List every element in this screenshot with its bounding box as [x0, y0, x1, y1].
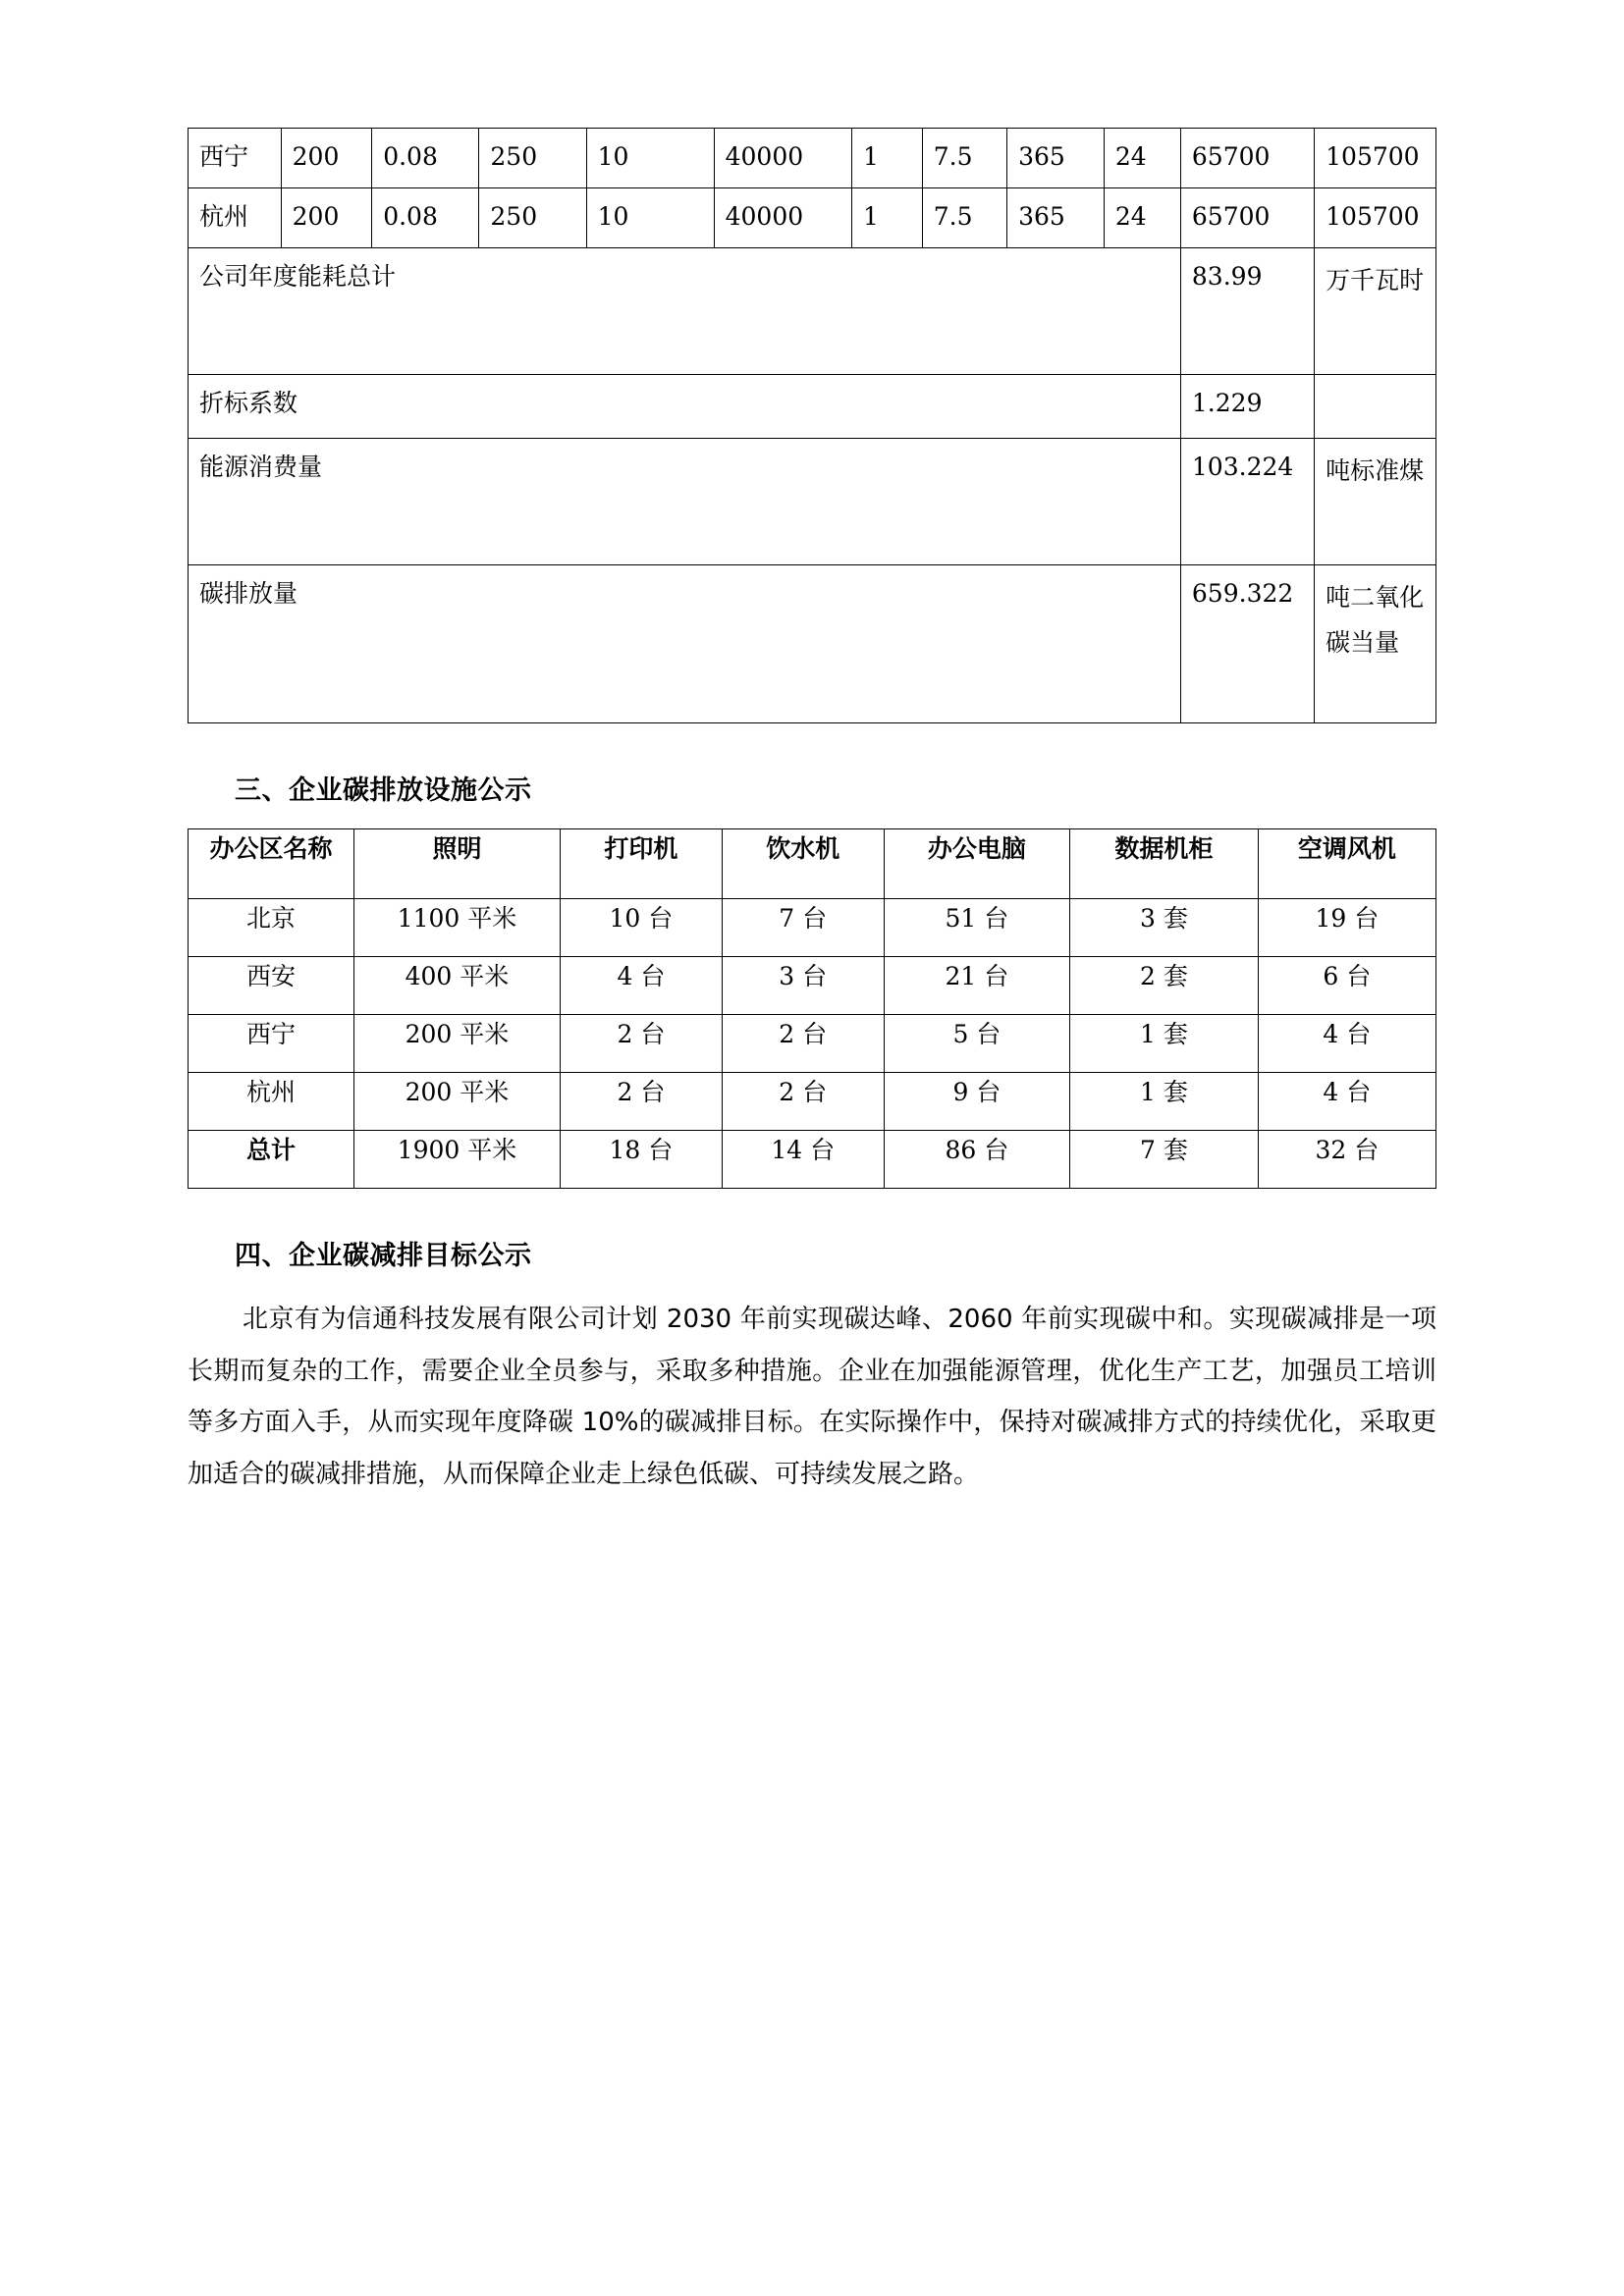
- cell-office-name: 杭州: [189, 1073, 354, 1131]
- table-row: [189, 957, 1436, 1015]
- table-row: [189, 899, 1436, 957]
- cell-water-dispenser: 14 台: [722, 1131, 884, 1189]
- cell-daily-hours: 7.5: [922, 129, 1006, 188]
- cell-office-computer: 51 台: [884, 899, 1070, 957]
- cell-unit-power: 0.08: [372, 188, 479, 248]
- cell-hours: 24: [1104, 188, 1180, 248]
- table-row: [189, 1015, 1436, 1073]
- cell-unit-power: 0.08: [372, 129, 479, 188]
- cell-factor: 1: [852, 188, 923, 248]
- cell-area: 200: [281, 129, 372, 188]
- cell-water-dispenser: 7 台: [722, 899, 884, 957]
- cell-daily-hours: 7.5: [922, 188, 1006, 248]
- header-water-dispenser: 饮水机: [722, 829, 884, 899]
- cell-lighting: 200 平米: [353, 1015, 560, 1073]
- summary-label: 能源消费量: [189, 439, 1181, 565]
- cell-data-cabinet: 7 套: [1070, 1131, 1259, 1189]
- summary-row-energy-consumption: [189, 439, 1436, 565]
- summary-row-total-energy: [189, 248, 1436, 375]
- cell-data-cabinet: 3 套: [1070, 899, 1259, 957]
- cell-ac-fan: 4 台: [1258, 1015, 1435, 1073]
- cell-total: 105700: [1315, 188, 1436, 248]
- cell-device-count: 10: [586, 188, 714, 248]
- cell-printer: 2 台: [561, 1015, 723, 1073]
- summary-row-carbon-emission: [189, 565, 1436, 723]
- facilities-header-row: [189, 829, 1436, 899]
- cell-area: 200: [281, 188, 372, 248]
- cell-office-computer: 5 台: [884, 1015, 1070, 1073]
- cell-lighting-power: 250: [479, 129, 586, 188]
- cell-device-power: 40000: [714, 188, 851, 248]
- cell-hours: 24: [1104, 129, 1180, 188]
- header-ac-fan: 空调风机: [1258, 829, 1435, 899]
- header-office-computer: 办公电脑: [884, 829, 1070, 899]
- cell-water-dispenser: 2 台: [722, 1073, 884, 1131]
- summary-unit: 吨二氧化碳当量: [1315, 565, 1436, 723]
- cell-city: 杭州: [189, 188, 282, 248]
- cell-total-label: 总计: [189, 1131, 354, 1189]
- cell-office-name: 西安: [189, 957, 354, 1015]
- summary-unit: [1315, 375, 1436, 439]
- cell-city: 西宁: [189, 129, 282, 188]
- summary-row-conversion-factor: [189, 375, 1436, 439]
- cell-printer: 2 台: [561, 1073, 723, 1131]
- summary-unit: 吨标准煤: [1315, 439, 1436, 565]
- cell-office-computer: 9 台: [884, 1073, 1070, 1131]
- table-row: [189, 1073, 1436, 1131]
- facilities-table: [188, 828, 1436, 1189]
- cell-device-count: 10: [586, 129, 714, 188]
- cell-days: 365: [1007, 188, 1105, 248]
- cell-ac-fan: 32 台: [1258, 1131, 1435, 1189]
- cell-printer: 10 台: [561, 899, 723, 957]
- cell-lighting-power: 250: [479, 188, 586, 248]
- summary-label: 公司年度能耗总计: [189, 248, 1181, 375]
- summary-unit: 万千瓦时: [1315, 248, 1436, 375]
- cell-data-cabinet: 1 套: [1070, 1073, 1259, 1131]
- cell-water-dispenser: 2 台: [722, 1015, 884, 1073]
- section-three-heading: 三、企业碳排放设施公示: [235, 775, 532, 806]
- summary-value: 659.322: [1180, 565, 1314, 723]
- summary-value: 1.229: [1180, 375, 1314, 439]
- cell-data-cabinet: 1 套: [1070, 1015, 1259, 1073]
- energy-consumption-table: [188, 128, 1436, 723]
- cell-lighting: 1100 平米: [353, 899, 560, 957]
- cell-office-name: 西宁: [189, 1015, 354, 1073]
- table-row-total: [189, 1131, 1436, 1189]
- cell-data-cabinet: 2 套: [1070, 957, 1259, 1015]
- cell-annual: 65700: [1180, 129, 1314, 188]
- cell-factor: 1: [852, 129, 923, 188]
- cell-office-name: 北京: [189, 899, 354, 957]
- header-printer: 打印机: [561, 829, 723, 899]
- summary-label: 碳排放量: [189, 565, 1181, 723]
- header-office-name: 办公区名称: [189, 829, 354, 899]
- summary-value: 83.99: [1180, 248, 1314, 375]
- summary-value: 103.224: [1180, 439, 1314, 565]
- cell-water-dispenser: 3 台: [722, 957, 884, 1015]
- cell-ac-fan: 4 台: [1258, 1073, 1435, 1131]
- header-lighting: 照明: [353, 829, 560, 899]
- section-four-heading: 四、企业碳减排目标公示: [235, 1241, 532, 1271]
- summary-label: 折标系数: [189, 375, 1181, 439]
- cell-annual: 65700: [1180, 188, 1314, 248]
- cell-ac-fan: 19 台: [1258, 899, 1435, 957]
- cell-ac-fan: 6 台: [1258, 957, 1435, 1015]
- cell-office-computer: 86 台: [884, 1131, 1070, 1189]
- cell-printer: 18 台: [561, 1131, 723, 1189]
- cell-lighting: 1900 平米: [353, 1131, 560, 1189]
- cell-lighting: 400 平米: [353, 957, 560, 1015]
- table-row: [189, 129, 1436, 188]
- cell-office-computer: 21 台: [884, 957, 1070, 1015]
- cell-total: 105700: [1315, 129, 1436, 188]
- page-content: [188, 128, 1436, 1500]
- header-data-cabinet: 数据机柜: [1070, 829, 1259, 899]
- cell-lighting: 200 平米: [353, 1073, 560, 1131]
- cell-printer: 4 台: [561, 957, 723, 1015]
- table-row: [189, 188, 1436, 248]
- section-four-paragraph: 北京有为信通科技发展有限公司计划 2030 年前实现碳达峰、2060 年前实现碳中和。实现碳减排是一项长期而复杂的工作，需要企业全员参与，采取多种措施。企业在加强能源管理，优化生产工艺，加强员工培训等多方面入手，从而实现年度降碳 10%的碳减排目标。在实际操作中，保持对碳减排方式的持续优化，采取更加适合的碳减排措施，从而保障企业走上绿色低碳、可持续发展之路。: [188, 1305, 1436, 1489]
- cell-device-power: 40000: [714, 129, 851, 188]
- cell-days: 365: [1007, 129, 1105, 188]
